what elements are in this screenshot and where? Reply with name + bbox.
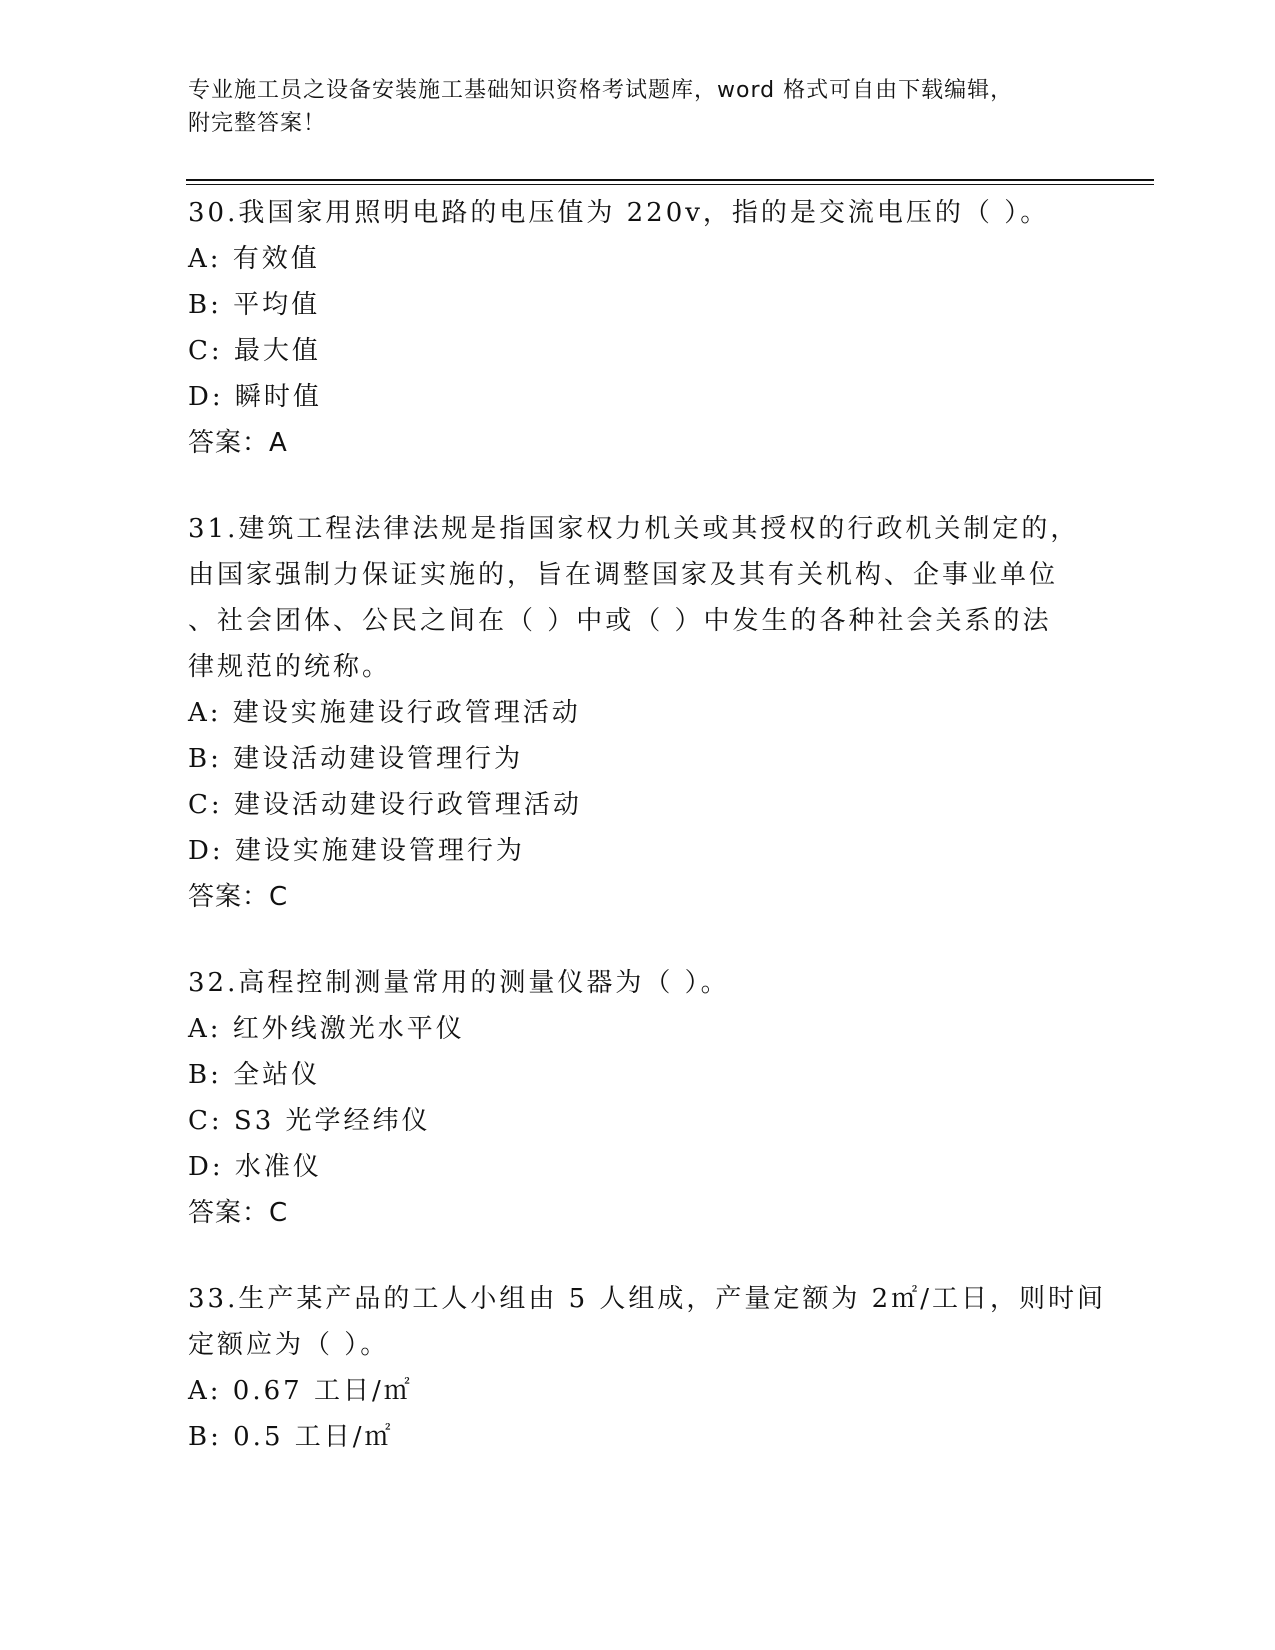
question-30	[188, 190, 1088, 466]
question-32	[188, 960, 1088, 1236]
option-c: C: 建设活动建设行政管理活动	[188, 790, 582, 820]
question-list	[188, 190, 1106, 1460]
option-d: D: 瞬时值	[188, 382, 322, 412]
question-stem: 32.高程控制测量常用的测量仪器为（ ）。	[188, 968, 730, 998]
option-a: A: 有效值	[188, 244, 320, 274]
option-d: D: 建设实施建设管理行为	[188, 836, 525, 866]
option-a: A: 建设实施建设行政管理活动	[188, 698, 581, 728]
option-a: A: 红外线激光水平仪	[188, 1014, 465, 1044]
header-line-2: 附完整答案！	[188, 111, 327, 136]
answer: 答案：C	[188, 882, 289, 912]
header-divider-thin	[186, 184, 1154, 185]
question-stem: 由国家强制力保证实施的，旨在调整国家及其有关机构、企事业单位	[188, 560, 1059, 590]
question-stem: 30.我国家用照明电路的电压值为 220v，指的是交流电压的（ ）。	[188, 198, 1050, 228]
question-stem: 定额应为（ ）。	[188, 1330, 390, 1360]
question-stem: 律规范的统称。	[188, 652, 392, 682]
question-33	[188, 1276, 1106, 1460]
option-b: B: 全站仪	[188, 1060, 321, 1090]
header-line-1: 专业施工员之设备安装施工基础知识资格考试题库，word 格式可自由下载编辑，	[188, 78, 1014, 103]
question-31	[188, 506, 1088, 920]
option-b: B: 0.5 工日/㎡	[188, 1422, 394, 1452]
option-a: A: 0.67 工日/㎡	[188, 1376, 413, 1406]
header-divider	[186, 179, 1154, 181]
answer: 答案：C	[188, 1198, 289, 1228]
question-stem: 33.生产某产品的工人小组由 5 人组成，产量定额为 2㎡/工日，则时间	[188, 1284, 1106, 1314]
answer: 答案：A	[188, 428, 288, 458]
option-c: C: S3 光学经纬仪	[188, 1106, 431, 1136]
option-b: B: 平均值	[188, 290, 321, 320]
question-stem: 31.建筑工程法律法规是指国家权力机关或其授权的行政机关制定的，	[188, 514, 1080, 544]
option-d: D: 水准仪	[188, 1152, 322, 1182]
option-b: B: 建设活动建设管理行为	[188, 744, 524, 774]
option-c: C: 最大值	[188, 336, 321, 366]
question-stem: 、社会团体、公民之间在（ ）中或（ ）中发生的各种社会关系的法	[188, 606, 1052, 636]
document-header	[188, 74, 1088, 140]
